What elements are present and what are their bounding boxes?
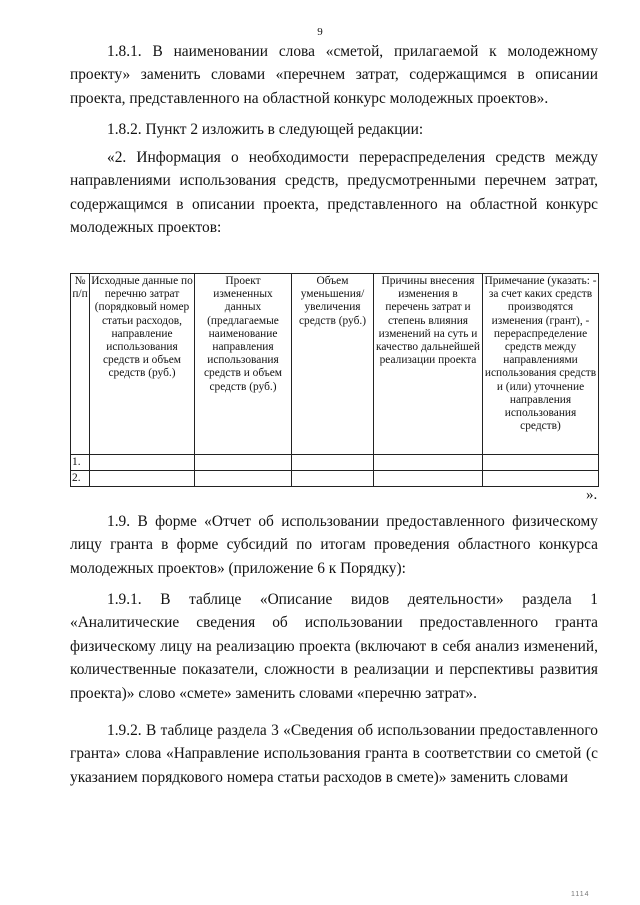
header-note: Примечание (указать: - за счет каких средств производятся изменения (грант), - перераспределение средств между направлениями использования средств и (или) уточнение направления использования средств) [483,274,599,455]
table-cell [483,471,599,487]
table-cell [90,455,195,471]
table-row [71,455,599,471]
table-cell [292,455,374,471]
paragraph-1-9: 1.9. В форме «Отчет об использовании предоставленного физическому лицу гранта в форме субсидий по итогам проведения областного конкурса молодежных проектов» (приложение 6 к Порядку): [70,513,598,577]
paragraph-item-2: «2. Информация о необходимости перераспределения средств между направлениями использования средств, предусмотренными перечнем затрат, содержащимся в описании проекта, представленного на областной конкурс молодежных проектов: [70,149,598,237]
header-original-data: Исходные данные по перечню затрат (порядковый номер статьи расходов, направление использования средств и объем средств (руб.) [90,274,195,455]
table-cell: 2. [71,471,90,487]
redistribution-table [70,273,599,487]
table-cell [483,455,599,471]
table-row [71,471,599,487]
paragraph-1-8-2: 1.8.2. Пункт 2 изложить в следующей редакции: [107,121,424,138]
closing-quote-mark: ». [586,487,598,503]
header-proposed-data: Проект измененных данных (предлагаемые наименование направления использования средств и объем средств (руб.) [195,274,292,455]
table-header-row [71,274,599,455]
page-number: 9 [317,26,323,38]
table-cell [90,471,195,487]
paragraph-1-8-1: 1.8.1. В наименовании слова «сметой, прилагаемой к молодежному проекту» заменить словами «перечнем затрат, содержащимся в описании проекта, представленного на областной конкурс молодежных проектов». [70,43,598,107]
table-cell: 1. [71,455,90,471]
table-cell [292,471,374,487]
table-cell [195,455,292,471]
table-cell [374,471,483,487]
header-change-amount: Объем уменьшения/ увеличения средств (руб.) [292,274,374,455]
header-reasons: Причины внесения изменения в перечень затрат и степень влияния изменений на суть и качество дальнейшей реализации проекта [374,274,483,455]
header-num: № п/п [71,274,90,455]
paragraph-1-9-1: 1.9.1. В таблице «Описание видов деятельности» раздела 1 «Аналитические сведения об использовании предоставленного гранта физическому лицу на реализацию проекта (включают в себя анализ изменений, количественные показатели, сложности в реализации и перспективы развития проекта)» слово «смете» заменить словами «перечню затрат». [70,591,598,702]
paragraph-1-9-2: 1.9.2. В таблице раздела 3 «Сведения об использовании предоставленного гранта» слова «Направление использования гранта в соответствии со сметой (с указанием порядкового номера статьи расходов в смете)» заменить словами [70,722,598,786]
table-cell [374,455,483,471]
table-cell [195,471,292,487]
footer-stamp: 1114 [571,891,590,898]
